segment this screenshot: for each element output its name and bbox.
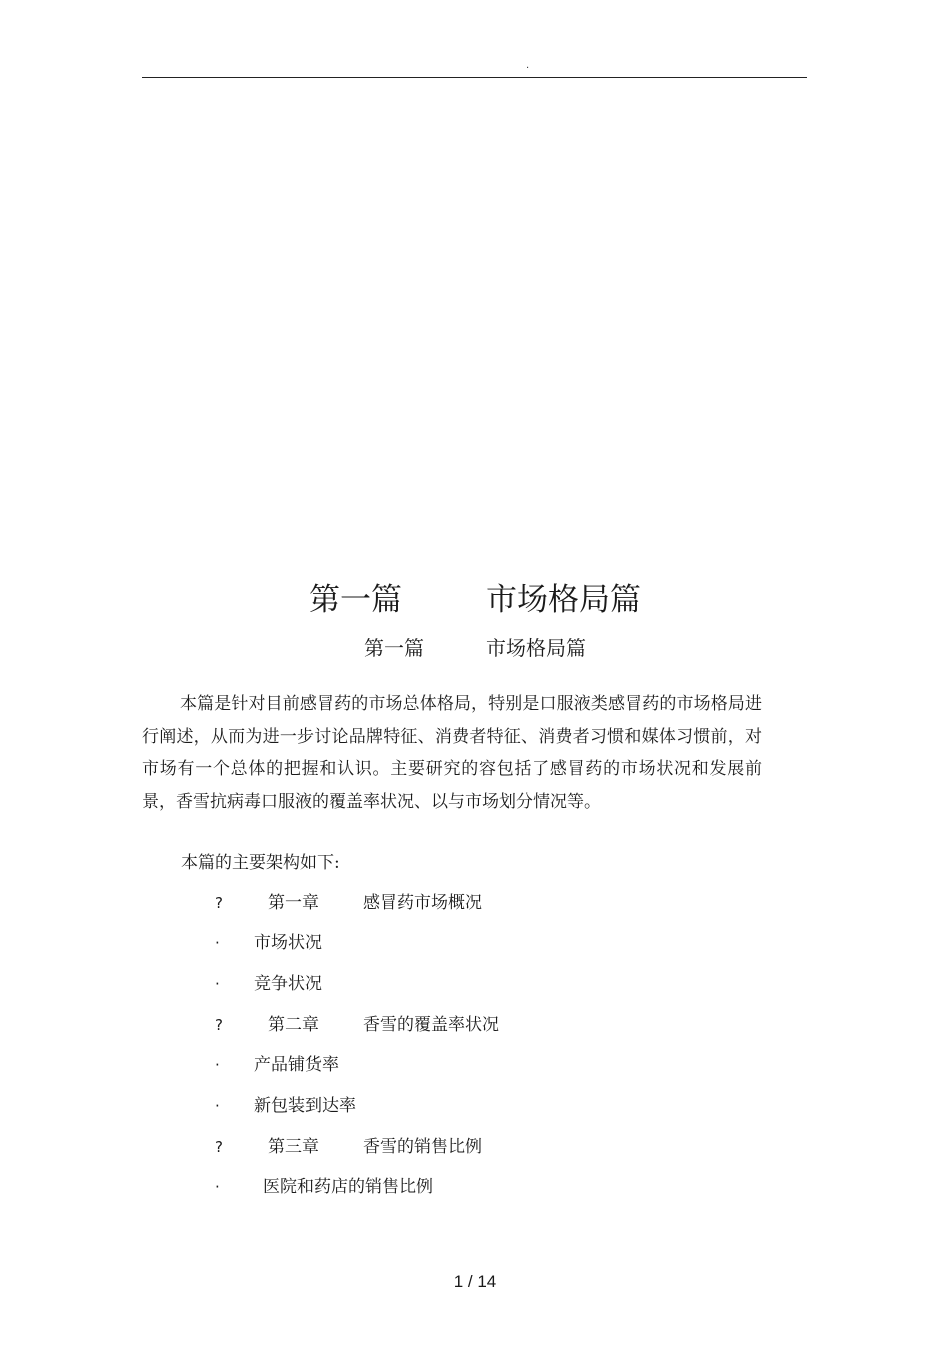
outline-bullet: ·	[215, 1178, 220, 1196]
outline-bullet: ·	[215, 934, 220, 952]
page-number: 1 / 14	[453, 1272, 497, 1291]
outline-bullet: ?	[215, 1016, 223, 1034]
section-title: 新包装到达率	[254, 1096, 356, 1116]
page-subtitle	[0, 632, 950, 664]
header-rule	[142, 77, 807, 78]
outline-bullet: ·	[215, 975, 220, 993]
intro-paragraph: 本篇是针对目前感冒药的市场总体格局，特别是口服液类感冒药的市场格局进行阐述，从而为进一步讨论品牌特征、消费者特征、消费者习惯和媒体习惯前，对市场有一个总体的把握和认识。主要研究的容包括了感冒药的市场状况和发展前景，香雪抗病毒口服液的覆盖率状况、以与市场划分情况等。	[142, 694, 762, 812]
section-title: 市场状况	[254, 933, 322, 953]
structure-heading: 本篇的主要架构如下:	[181, 853, 340, 873]
title-name: 市场格局篇	[486, 582, 641, 618]
outline-bullet: ?	[215, 1138, 223, 1156]
chapter-number: 第三章	[268, 1137, 319, 1157]
outline-bullet: ·	[215, 1097, 220, 1115]
outline-bullet: ·	[215, 1056, 220, 1074]
subtitle-part: 第一篇	[364, 636, 424, 660]
subtitle-name: 市场格局篇	[486, 636, 586, 660]
section-title: 医院和药店的销售比例	[263, 1177, 433, 1197]
outline-bullet: ?	[215, 894, 223, 912]
chapter-title: 香雪的销售比例	[363, 1137, 482, 1157]
header-mark: .	[526, 60, 530, 71]
section-title: 竞争状况	[254, 974, 322, 994]
chapter-number: 第一章	[268, 893, 319, 913]
chapter-title: 感冒药市场概况	[363, 893, 482, 913]
title-part: 第一篇	[309, 582, 402, 618]
chapter-number: 第二章	[268, 1015, 319, 1035]
chapter-title: 香雪的覆盖率状况	[363, 1015, 499, 1035]
section-title: 产品铺货率	[254, 1055, 339, 1075]
page-title	[0, 578, 950, 622]
